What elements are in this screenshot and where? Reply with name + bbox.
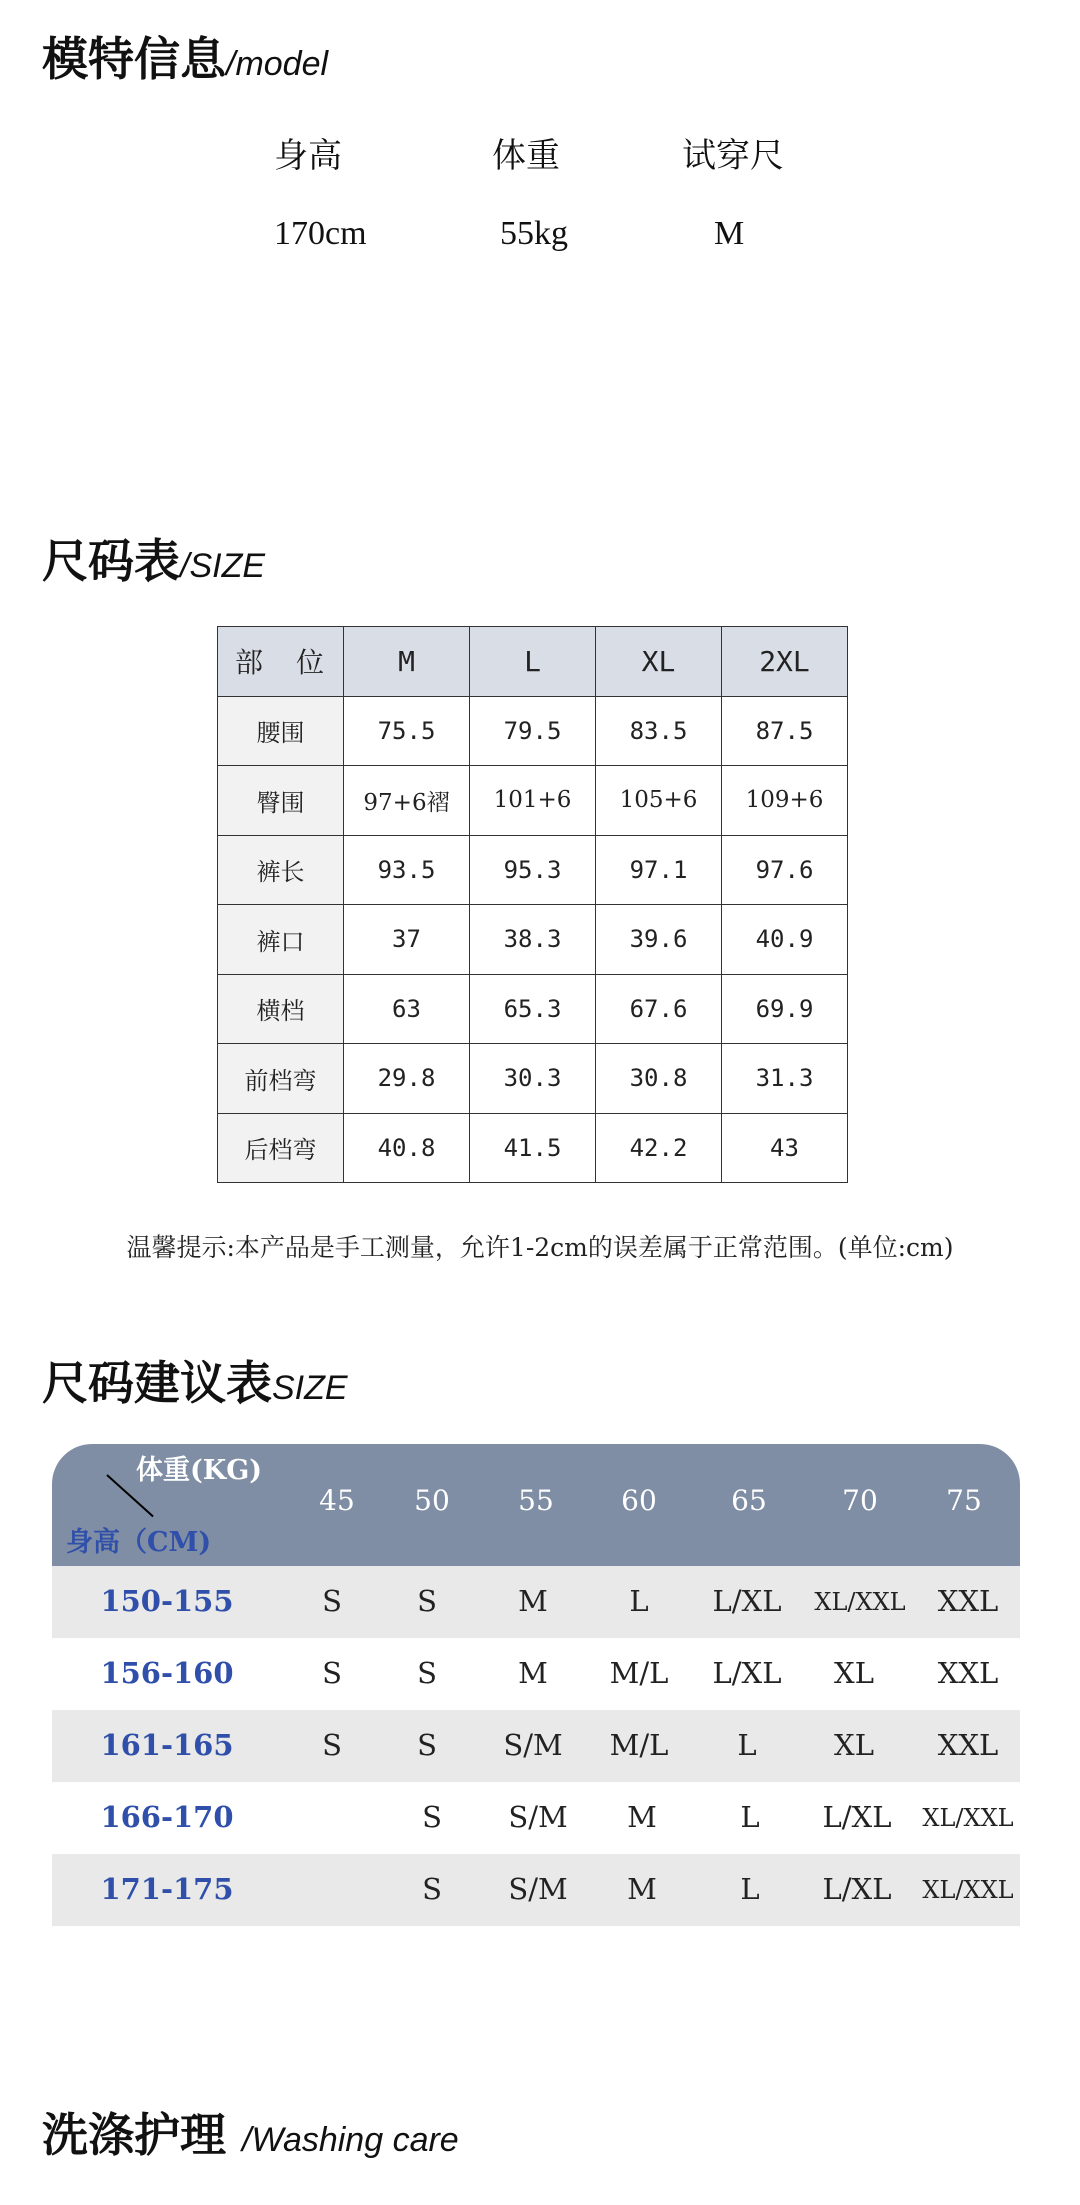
size-title-cn: 尺码表: [42, 534, 180, 588]
height-range: 171-175: [100, 1872, 234, 1906]
size-cell: L: [740, 1872, 760, 1906]
size-cell: M/L: [609, 1656, 669, 1690]
row-label: 前档弯: [218, 1044, 344, 1114]
height-axis-label: 身高（CM): [66, 1527, 212, 1558]
size-cell: S/M: [508, 1872, 568, 1906]
table-cell: 79.5: [470, 696, 596, 766]
size-cell: L/XL: [712, 1584, 782, 1618]
table-row: [218, 835, 848, 905]
size-cell: S: [422, 1800, 442, 1834]
col-l: L: [470, 627, 596, 697]
table-cell: 109+6: [722, 766, 848, 836]
table-cell: 63: [344, 974, 470, 1044]
recommend-row: [52, 1782, 1020, 1854]
table-cell: 69.9: [722, 974, 848, 1044]
table-cell: 105+6: [596, 766, 722, 836]
size-cell: L: [737, 1728, 757, 1762]
washing-section-title: [42, 2108, 459, 2162]
recommend-row: [52, 1854, 1020, 1926]
weight-col: 50: [414, 1484, 450, 1517]
size-cell: XXL: [937, 1728, 999, 1762]
row-label: 横档: [218, 974, 344, 1044]
height-range: 150-155: [100, 1584, 234, 1618]
recommend-section-title: [42, 1356, 348, 1410]
weight-value: 55kg: [500, 215, 568, 252]
model-value-row: [274, 177, 834, 253]
size-cell: M: [627, 1800, 657, 1834]
size-value: M: [714, 215, 745, 252]
size-cell: L/XL: [822, 1872, 892, 1906]
size-cell: M: [518, 1656, 548, 1690]
table-row: [218, 905, 848, 975]
table-row: [218, 1113, 848, 1183]
height-value: 170cm: [274, 215, 367, 252]
table-cell: 75.5: [344, 696, 470, 766]
weight-col: 75: [946, 1484, 982, 1517]
washing-title-cn: 洗涤护理: [42, 2108, 226, 2162]
size-cell: S: [322, 1656, 342, 1690]
measurement-note: 温馨提示:本产品是手工测量，允许1-2cm的误差属于正常范围。(单位:cm): [126, 1233, 954, 1262]
recommend-title-en: SIZE: [272, 1369, 348, 1407]
table-cell: 41.5: [470, 1113, 596, 1183]
size-cell: XL/XXL: [922, 1876, 1014, 1904]
table-cell: 67.6: [596, 974, 722, 1044]
weight-col: 55: [518, 1484, 554, 1517]
col-xl: XL: [596, 627, 722, 697]
size-cell: M: [518, 1584, 548, 1618]
row-label: 后档弯: [218, 1113, 344, 1183]
size-cell: XL: [834, 1656, 874, 1690]
size-cell: S: [422, 1872, 442, 1906]
size-cell: S: [417, 1728, 437, 1762]
col-m: M: [344, 627, 470, 697]
table-cell: 38.3: [470, 905, 596, 975]
table-cell: 30.3: [470, 1044, 596, 1114]
table-cell: 42.2: [596, 1113, 722, 1183]
size-cell: M: [627, 1872, 657, 1906]
table-cell: 95.3: [470, 835, 596, 905]
height-header: 身高: [274, 138, 342, 175]
weight-col: 70: [842, 1484, 878, 1517]
table-cell: 83.5: [596, 696, 722, 766]
height-range: 161-165: [100, 1728, 234, 1762]
table-cell: 101+6: [470, 766, 596, 836]
table-cell: 97.1: [596, 835, 722, 905]
size-table-header: [218, 627, 848, 697]
height-range: 166-170: [100, 1800, 234, 1834]
size-cell: L/XL: [822, 1800, 892, 1834]
model-title-cn: 模特信息: [42, 32, 226, 86]
table-cell: 65.3: [470, 974, 596, 1044]
size-cell: S: [417, 1656, 437, 1690]
table-row: [218, 1044, 848, 1114]
recommend-row: [52, 1710, 1020, 1782]
size-cell: XL/XXL: [922, 1804, 1014, 1832]
size-cell: XXL: [937, 1584, 999, 1618]
size-recommend-table: [52, 1444, 1020, 1926]
model-section-title: [42, 32, 329, 86]
weight-header: 体重: [492, 138, 560, 175]
row-label: 臀围: [218, 766, 344, 836]
size-cell: S/M: [503, 1728, 563, 1762]
size-title-en: /SIZE: [180, 547, 266, 585]
size-cell: M/L: [609, 1728, 669, 1762]
size-cell: XL/XXL: [814, 1588, 906, 1616]
table-cell: 97.6: [722, 835, 848, 905]
recommend-row: [52, 1566, 1020, 1638]
table-cell: 30.8: [596, 1044, 722, 1114]
table-cell: 87.5: [722, 696, 848, 766]
recommend-row: [52, 1638, 1020, 1710]
washing-title-en: /Washing care: [242, 2121, 459, 2159]
model-header-row: [274, 128, 834, 177]
table-cell: 31.3: [722, 1044, 848, 1114]
table-cell: 43: [722, 1113, 848, 1183]
size-table: [217, 626, 848, 1183]
row-label: 裤长: [218, 835, 344, 905]
table-cell: 40.8: [344, 1113, 470, 1183]
table-cell: 40.9: [722, 905, 848, 975]
size-cell: S: [417, 1584, 437, 1618]
col-part: 部 位: [218, 627, 344, 697]
weight-col: 45: [319, 1484, 355, 1517]
model-info-grid: [274, 128, 834, 253]
recommend-title-cn: 尺码建议表: [42, 1356, 272, 1410]
size-cell: L: [629, 1584, 649, 1618]
table-row: [218, 696, 848, 766]
table-cell: 37: [344, 905, 470, 975]
size-cell: XXL: [937, 1656, 999, 1690]
size-cell: L/XL: [712, 1656, 782, 1690]
size-section-title: [42, 534, 266, 588]
recommend-header: [52, 1444, 1020, 1566]
table-cell: 29.8: [344, 1044, 470, 1114]
size-cell: S: [322, 1584, 342, 1618]
col-2xl: 2XL: [722, 627, 848, 697]
table-cell: 39.6: [596, 905, 722, 975]
size-header: 试穿尺: [682, 138, 784, 175]
model-title-en: /model: [226, 45, 329, 83]
weight-col: 65: [731, 1484, 767, 1517]
weight-axis-label: 体重(KG): [136, 1455, 263, 1486]
size-cell: S/M: [508, 1800, 568, 1834]
size-cell: XL: [834, 1728, 874, 1762]
table-cell: 97+6褶: [344, 766, 470, 836]
table-row: [218, 766, 848, 836]
row-label: 腰围: [218, 696, 344, 766]
height-range: 156-160: [100, 1656, 234, 1690]
weight-col: 60: [621, 1484, 657, 1517]
size-cell: L: [740, 1800, 760, 1834]
row-label: 裤口: [218, 905, 344, 975]
size-cell: S: [322, 1728, 342, 1762]
table-cell: 93.5: [344, 835, 470, 905]
table-row: [218, 974, 848, 1044]
